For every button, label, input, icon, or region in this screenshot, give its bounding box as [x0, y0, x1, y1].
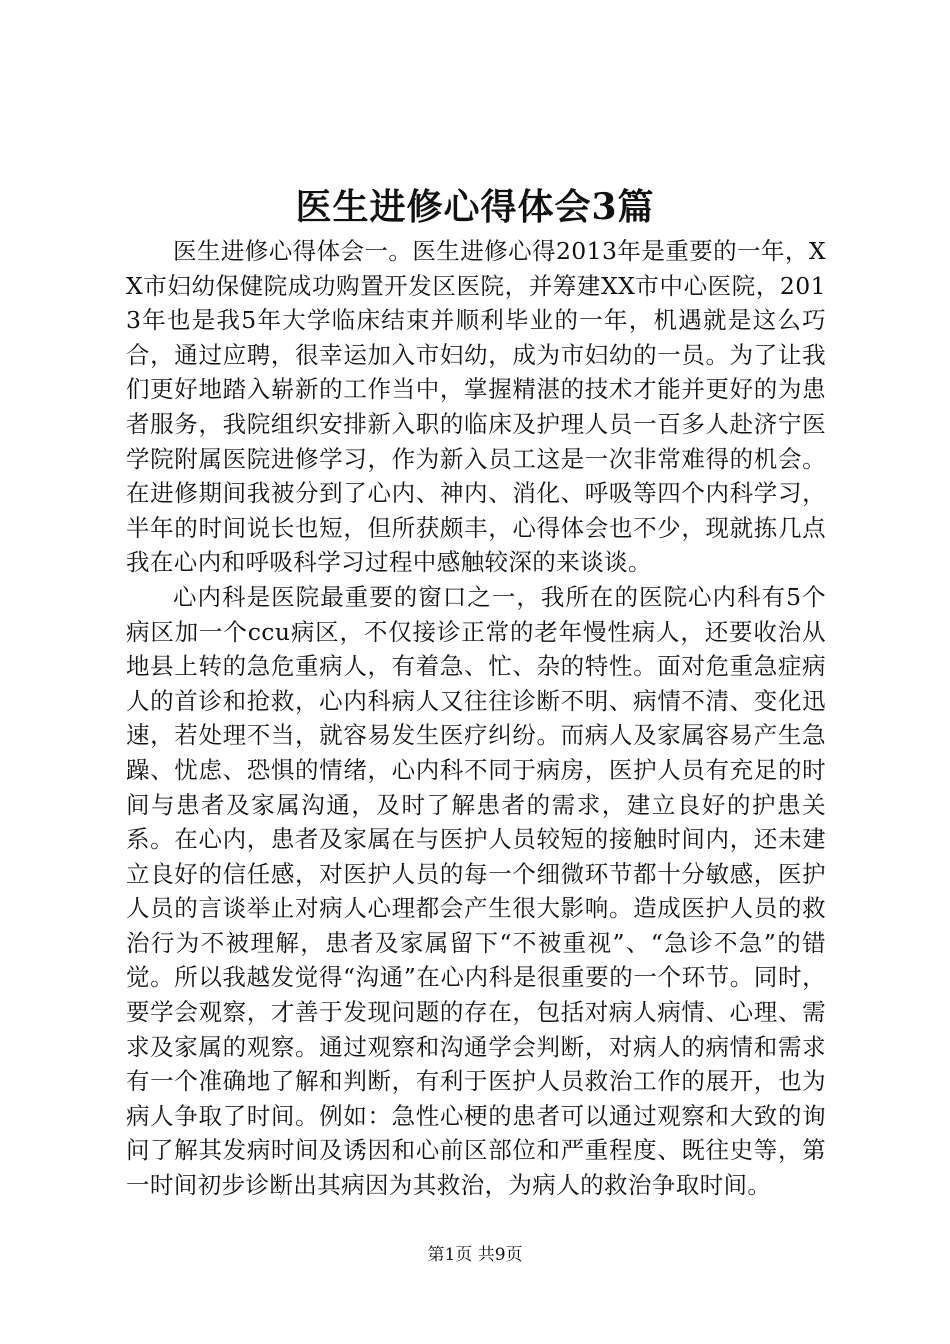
document-body	[126, 234, 826, 1203]
page-number-footer: 第1页 共9页	[427, 1245, 523, 1265]
paragraph: 心内科是医院最重要的窗口之一，我所在的医院心内科有5个病区加一个ccu病区，不仅接诊正常的老年慢性病人，还要收治从地县上转的急危重病人，有着急、忙、杂的特性。面对危重急症病人的首诊和抢救，心内科病人又往往诊断不明、病情不清、变化迅速，若处理不当，就容易发生医疗纠纷。而病人及家属容易产生急躁、忧虑、恐惧的情绪，心内科不同于病房，医护人员有充足的时间与患者及家属沟通，及时了解患者的需求，建立良好的护患关系。在心内，患者及家属在与医护人员较短的接触时间内，还未建立良好的信任感，对医护人员的每一个细微环节都十分敏感，医护人员的言谈举止对病人心理都会产生很大影响。造成医护人员的救治行为不被理解，患者及家属留下“不被重视”、“急诊不急”的错觉。所以我越发觉得“沟通”在心内科是很重要的一个环节。同时，要学会观察，才善于发现问题的存在，包括对病人病情、心理、需求及家属的观察。通过观察和沟通学会判断，对病人的病情和需求有一个准确地了解和判断，有利于医护人员救治工作的展开，也为病人争取了时间。例如：急性心梗的患者可以通过观察和大致的询问了解其发病时间及诱因和心前区部位和严重程度、既往史等，第一时间初步诊断出其病因为其救治，为病人的救治争取时间。	[126, 582, 826, 1200]
document-title: 医生进修心得体会3篇	[295, 186, 655, 228]
paragraph: 医生进修心得体会一。医生进修心得2013年是重要的一年，XX市妇幼保健院成功购置开发区医院，并筹建XX市中心医院，2013年也是我5年大学临床结束并顺利毕业的一年，机遇就是这么巧合，通过应聘，很幸运加入市妇幼，成为市妇幼的一员。为了让我们更好地踏入崭新的工作当中，掌握精湛的技术才能并更好的为患者服务，我院组织安排新入职的临床及护理人员一百多人赴济宁医学院附属医院进修学习，作为新入员工这是一次非常难得的机会。在进修期间我被分到了心内、神内、消化、呼吸等四个内科学习，半年的时间说长也短，但所获颇丰，心得体会也不少，现就拣几点我在心内和呼吸科学习过程中感触较深的来谈谈。	[126, 237, 826, 577]
